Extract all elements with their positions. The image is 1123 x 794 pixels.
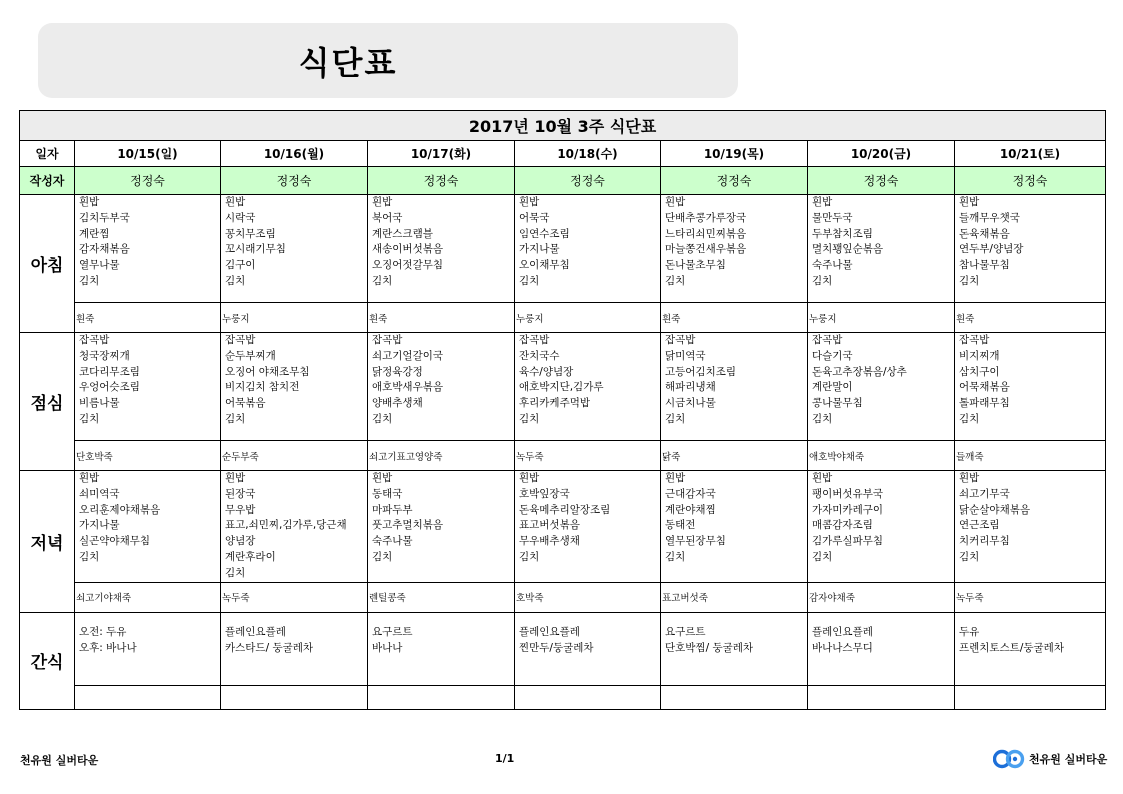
menu-item: 김치 (225, 412, 246, 425)
snack-item: 오후: 바나나 (79, 641, 137, 654)
snack-extra-row (20, 685, 1106, 709)
menu-item: 김치 (959, 274, 980, 287)
menu-item: 비름나물 (79, 397, 120, 410)
porridge-item: 들깨죽 (956, 451, 984, 463)
snack-cell (661, 612, 808, 685)
menu-item: 호박잎장국 (519, 487, 570, 500)
menu-item: 잡곡밥 (812, 334, 843, 346)
menu-item: 흰밥 (665, 472, 686, 484)
menu-item: 애호박지단,김가루 (519, 381, 604, 394)
porridge-item: 누룽지 (516, 313, 544, 325)
menu-item: 잔치국수 (519, 349, 560, 362)
porridge-item: 렌틸콩죽 (369, 593, 406, 605)
porridge-item: 호박죽 (516, 593, 544, 605)
meal-menu-cell (368, 195, 515, 303)
menu-item: 참나물무침 (959, 259, 1010, 272)
empty-cell (221, 685, 368, 709)
porridge-row (20, 582, 1106, 612)
menu-item: 흰밥 (959, 472, 980, 484)
menu-item: 김치두부국 (79, 211, 130, 224)
menu-item: 김치 (812, 412, 833, 425)
menu-item: 다슬기국 (812, 349, 853, 362)
meal-label: 점심 (20, 333, 75, 471)
menu-item: 가지나물 (519, 243, 560, 256)
menu-item: 물만두국 (812, 211, 853, 224)
snack-item: 플레인요플레 (225, 625, 286, 638)
menu-item: 숙주나물 (372, 535, 413, 548)
menu-item: 꽁치무조림 (225, 227, 276, 240)
menu-item: 흰밥 (665, 196, 686, 208)
porridge-cell (368, 582, 515, 612)
menu-item: 단배추콩가루장국 (665, 211, 747, 224)
porridge-item: 녹두죽 (222, 593, 250, 605)
writer-row (20, 167, 1106, 195)
meal-menu-cell (221, 195, 368, 303)
meal-menu-cell (515, 471, 661, 583)
menu-item: 된장국 (225, 487, 256, 500)
menu-item: 잡곡밥 (372, 334, 403, 346)
snack-cell (368, 612, 515, 685)
menu-item: 김치 (519, 274, 540, 287)
porridge-cell (75, 582, 221, 612)
menu-item: 무우배추생채 (519, 535, 580, 548)
menu-item: 계란후라이 (225, 550, 276, 563)
page-title: 식단표 (298, 43, 398, 82)
meal-menu-cell (808, 471, 955, 583)
porridge-item: 애호박야채죽 (809, 451, 865, 463)
menu-item: 김치 (79, 274, 100, 287)
porridge-cell (368, 303, 515, 333)
porridge-row (20, 303, 1106, 333)
menu-item: 후리카케주먹밥 (519, 397, 591, 410)
menu-item: 감자채볶음 (79, 243, 130, 256)
menu-item: 김치 (225, 274, 246, 287)
porridge-item: 단호박죽 (76, 451, 113, 463)
meal-menu-cell (221, 471, 368, 583)
menu-item: 비지찌개 (959, 349, 1000, 362)
menu-item: 시금치나물 (665, 397, 716, 410)
snack-item: 두유 (959, 625, 980, 638)
menu-item: 김치 (519, 412, 540, 425)
menu-item: 팽이버섯유부국 (812, 487, 884, 500)
porridge-item: 순두부죽 (222, 451, 259, 463)
menu-item: 닭정육강정 (372, 365, 423, 378)
meal-menu-cell (808, 195, 955, 303)
menu-item: 콩나물무침 (812, 397, 863, 410)
menu-item: 흰밥 (372, 196, 393, 208)
menu-item: 오징어젓갈무침 (372, 259, 444, 272)
porridge-cell (221, 303, 368, 333)
snack-cell (221, 612, 368, 685)
snack-item: 단호박찜/ 둥굴레차 (665, 641, 754, 654)
menu-item: 풋고추멸치볶음 (372, 519, 444, 532)
meal-menu-cell (661, 195, 808, 303)
menu-item: 돈육메추리알장조림 (519, 503, 611, 516)
snack-item: 찐만두/둥굴레차 (519, 641, 594, 654)
menu-item: 무우밥 (225, 503, 256, 516)
meal-menu-cell (75, 195, 221, 303)
porridge-cell (75, 303, 221, 333)
menu-item: 오이채무침 (519, 259, 570, 272)
menu-item: 표고,쇠민찌,김가루,당근채 (225, 519, 347, 532)
snack-item: 오전: 두유 (79, 625, 127, 638)
meal-row (20, 333, 1106, 441)
meal-row (20, 195, 1106, 303)
meal-row (20, 471, 1106, 583)
menu-item: 비지김치 참치전 (225, 381, 300, 394)
meal-menu-cell (661, 471, 808, 583)
menu-item: 매콤감자조림 (812, 519, 873, 532)
menu-item: 마파두부 (372, 503, 413, 516)
page-number: 1/1 (495, 752, 515, 765)
menu-item: 김구이 (225, 259, 256, 272)
menu-item: 김치 (372, 550, 393, 563)
porridge-item: 흰죽 (369, 313, 388, 325)
meal-menu-cell (221, 333, 368, 441)
menu-item: 마늘쫑건새우볶음 (665, 243, 747, 256)
menu-item: 표고버섯볶음 (519, 519, 580, 532)
menu-item: 들깨무우챗국 (959, 211, 1020, 224)
menu-item: 김치 (812, 550, 833, 563)
writer-cell: 정정숙 (368, 167, 515, 195)
date-cell: 10/16(월) (221, 141, 368, 167)
menu-item: 흰밥 (812, 196, 833, 208)
snack-item: 요구르트 (372, 625, 413, 638)
menu-item: 흰밥 (519, 196, 540, 208)
menu-item: 잡곡밥 (225, 334, 256, 346)
menu-item: 돈육채볶음 (959, 227, 1010, 240)
menu-item: 오리훈제야채볶음 (79, 503, 161, 516)
menu-item: 임연수조림 (519, 227, 570, 240)
writer-cell: 정정숙 (955, 167, 1106, 195)
menu-item: 어묵채볶음 (959, 381, 1010, 394)
title-banner (38, 23, 738, 98)
menu-item: 가지나물 (79, 519, 120, 532)
menu-item: 애호박새우볶음 (372, 381, 444, 394)
porridge-cell (515, 582, 661, 612)
date-row (20, 141, 1106, 167)
menu-item: 잡곡밥 (665, 334, 696, 346)
writer-cell: 정정숙 (515, 167, 661, 195)
snack-cell (808, 612, 955, 685)
menu-item: 코다리무조림 (79, 365, 140, 378)
menu-item: 양념장 (225, 535, 256, 548)
menu-item: 계란스크램블 (372, 227, 433, 240)
menu-item: 오징어 야채조무침 (225, 365, 310, 378)
menu-item: 쇠고기무국 (959, 487, 1010, 500)
empty-cell (808, 685, 955, 709)
porridge-cell (955, 441, 1106, 471)
menu-item: 해파리냉채 (665, 381, 716, 394)
porridge-item: 쇠고기표고영양죽 (369, 451, 443, 463)
menu-item: 돈나물초무침 (665, 259, 726, 272)
menu-item: 청국장찌개 (79, 349, 130, 362)
menu-item: 가자미카레구이 (812, 503, 884, 516)
porridge-item: 표고버섯죽 (662, 593, 708, 605)
menu-item: 새송이버섯볶음 (372, 243, 444, 256)
menu-item: 숙주나물 (812, 259, 853, 272)
empty-cell (368, 685, 515, 709)
porridge-item: 녹두죽 (956, 593, 984, 605)
menu-item: 김치 (812, 274, 833, 287)
menu-item: 치커리무침 (959, 535, 1010, 548)
menu-item: 삼치구이 (959, 365, 1000, 378)
empty-cell (955, 685, 1106, 709)
meal-menu-cell (515, 195, 661, 303)
menu-item: 흰밥 (812, 472, 833, 484)
porridge-cell (515, 303, 661, 333)
menu-item: 흰밥 (372, 472, 393, 484)
menu-item: 잡곡밥 (79, 334, 110, 346)
snack-cell (75, 612, 221, 685)
meal-menu-cell (955, 471, 1106, 583)
menu-item: 김치 (959, 550, 980, 563)
table-title: 2017년 10월 3주 식단표 (20, 111, 1106, 141)
menu-item: 고등어김치조림 (665, 365, 737, 378)
snack-item: 바나나스무디 (812, 641, 873, 654)
menu-item: 열무나물 (79, 259, 120, 272)
meal-menu-cell (955, 333, 1106, 441)
menu-item: 잡곡밥 (519, 334, 550, 346)
menu-item: 육수/양념장 (519, 365, 574, 378)
menu-item: 김치 (959, 412, 980, 425)
menu-item: 닭순살야채볶음 (959, 503, 1031, 516)
meal-menu-cell (368, 471, 515, 583)
menu-item: 계란야채찜 (665, 503, 716, 516)
porridge-item: 감자야채죽 (809, 593, 855, 605)
porridge-item: 흰죽 (956, 313, 975, 325)
footer-org: 천유원 실버타운 (20, 754, 99, 767)
menu-item: 멸치꽹잎순볶음 (812, 243, 884, 256)
writer-cell: 정정숙 (661, 167, 808, 195)
menu-item: 김치 (665, 550, 686, 563)
snack-item: 프렌치토스트/둥굴레차 (959, 641, 1064, 654)
menu-item: 닭미역국 (665, 349, 706, 362)
meal-menu-cell (808, 333, 955, 441)
empty-cell (661, 685, 808, 709)
menu-item: 동태국 (372, 487, 403, 500)
porridge-cell (515, 441, 661, 471)
menu-item: 돈육고추장볶음/상추 (812, 365, 907, 378)
meal-label: 아침 (20, 195, 75, 333)
menu-item: 김치 (665, 412, 686, 425)
porridge-cell (221, 441, 368, 471)
snack-cell (955, 612, 1106, 685)
menu-item: 김치 (519, 550, 540, 563)
writer-cell: 정정숙 (808, 167, 955, 195)
menu-item: 톨파래무침 (959, 397, 1010, 410)
snack-label: 간식 (20, 612, 75, 709)
menu-item: 연두부/양념장 (959, 243, 1024, 256)
porridge-item: 누룽지 (222, 313, 250, 325)
menu-item: 꼬시래기무침 (225, 243, 286, 256)
snack-item: 요구르트 (665, 625, 706, 638)
menu-item: 북어국 (372, 211, 403, 224)
porridge-cell (808, 441, 955, 471)
menu-item: 김치 (372, 274, 393, 287)
meal-menu-cell (368, 333, 515, 441)
menu-item: 시락국 (225, 211, 256, 224)
porridge-cell (661, 441, 808, 471)
porridge-cell (661, 303, 808, 333)
writer-cell: 정정숙 (75, 167, 221, 195)
porridge-cell (955, 582, 1106, 612)
menu-item: 어묵볶음 (225, 397, 266, 410)
menu-item: 잡곡밥 (959, 334, 990, 346)
meal-menu-cell (75, 471, 221, 583)
menu-item: 우엉어슷조림 (79, 381, 140, 394)
meal-menu-cell (955, 195, 1106, 303)
meal-menu-cell (661, 333, 808, 441)
porridge-item: 흰죽 (76, 313, 95, 325)
porridge-row (20, 441, 1106, 471)
menu-item: 흰밥 (79, 472, 100, 484)
porridge-cell (75, 441, 221, 471)
menu-item: 계란말이 (812, 381, 853, 394)
menu-item: 어묵국 (519, 211, 550, 224)
date-cell: 10/20(금) (808, 141, 955, 167)
menu-item: 열무된장무침 (665, 535, 726, 548)
menu-item: 계란찜 (79, 227, 110, 240)
date-cell: 10/15(일) (75, 141, 221, 167)
snack-row (20, 612, 1106, 685)
porridge-item: 닭죽 (662, 451, 681, 463)
menu-item: 흰밥 (519, 472, 540, 484)
menu-item: 두부참치조림 (812, 227, 873, 240)
caption-row (20, 111, 1106, 141)
meal-menu-cell (515, 333, 661, 441)
porridge-cell (221, 582, 368, 612)
menu-item: 실곤약야채무침 (79, 535, 151, 548)
menu-item: 흰밥 (79, 196, 100, 208)
empty-cell (75, 685, 221, 709)
porridge-cell (661, 582, 808, 612)
porridge-cell (955, 303, 1106, 333)
menu-item: 동태전 (665, 519, 696, 532)
porridge-item: 누룽지 (809, 313, 837, 325)
chunyuwon-logo-icon (993, 746, 1027, 772)
menu-item: 김치 (372, 412, 393, 425)
snack-item: 바나나 (372, 641, 403, 654)
menu-item: 김치 (79, 550, 100, 563)
menu-item: 김치 (665, 274, 686, 287)
menu-item: 흰밥 (225, 472, 246, 484)
snack-cell (515, 612, 661, 685)
porridge-item: 쇠고기야채죽 (76, 593, 132, 605)
menu-item: 흰밥 (959, 196, 980, 208)
writer-cell: 정정숙 (221, 167, 368, 195)
menu-item: 양배추생채 (372, 397, 423, 410)
menu-table (19, 110, 1106, 710)
date-cell: 10/18(수) (515, 141, 661, 167)
date-cell: 10/21(토) (955, 141, 1106, 167)
writer-label: 작성자 (20, 167, 75, 195)
porridge-cell (368, 441, 515, 471)
porridge-cell (808, 303, 955, 333)
footer-logo (993, 746, 1107, 772)
snack-item: 플레인요플레 (519, 625, 580, 638)
menu-item: 쇠미역국 (79, 487, 120, 500)
meal-label: 저녁 (20, 471, 75, 613)
menu-item: 연근조림 (959, 519, 1000, 532)
porridge-item: 흰죽 (662, 313, 681, 325)
menu-item: 쇠고기얼갈이국 (372, 349, 444, 362)
date-label: 일자 (20, 141, 75, 167)
menu-item: 김가루실파무침 (812, 535, 884, 548)
date-cell: 10/17(화) (368, 141, 515, 167)
menu-item: 순두부찌개 (225, 349, 276, 362)
snack-item: 카스타드/ 둥굴레차 (225, 641, 314, 654)
menu-item: 느타리쇠민찌볶음 (665, 227, 747, 240)
porridge-item: 녹두죽 (516, 451, 544, 463)
empty-cell (515, 685, 661, 709)
meal-menu-cell (75, 333, 221, 441)
snack-item: 플레인요플레 (812, 625, 873, 638)
menu-item: 김치 (225, 566, 246, 579)
porridge-cell (808, 582, 955, 612)
menu-item: 김치 (79, 412, 100, 425)
menu-item: 근대감자국 (665, 487, 716, 500)
menu-item: 흰밥 (225, 196, 246, 208)
logo-text: 천유원 실버타운 (1029, 753, 1108, 766)
date-cell: 10/19(목) (661, 141, 808, 167)
